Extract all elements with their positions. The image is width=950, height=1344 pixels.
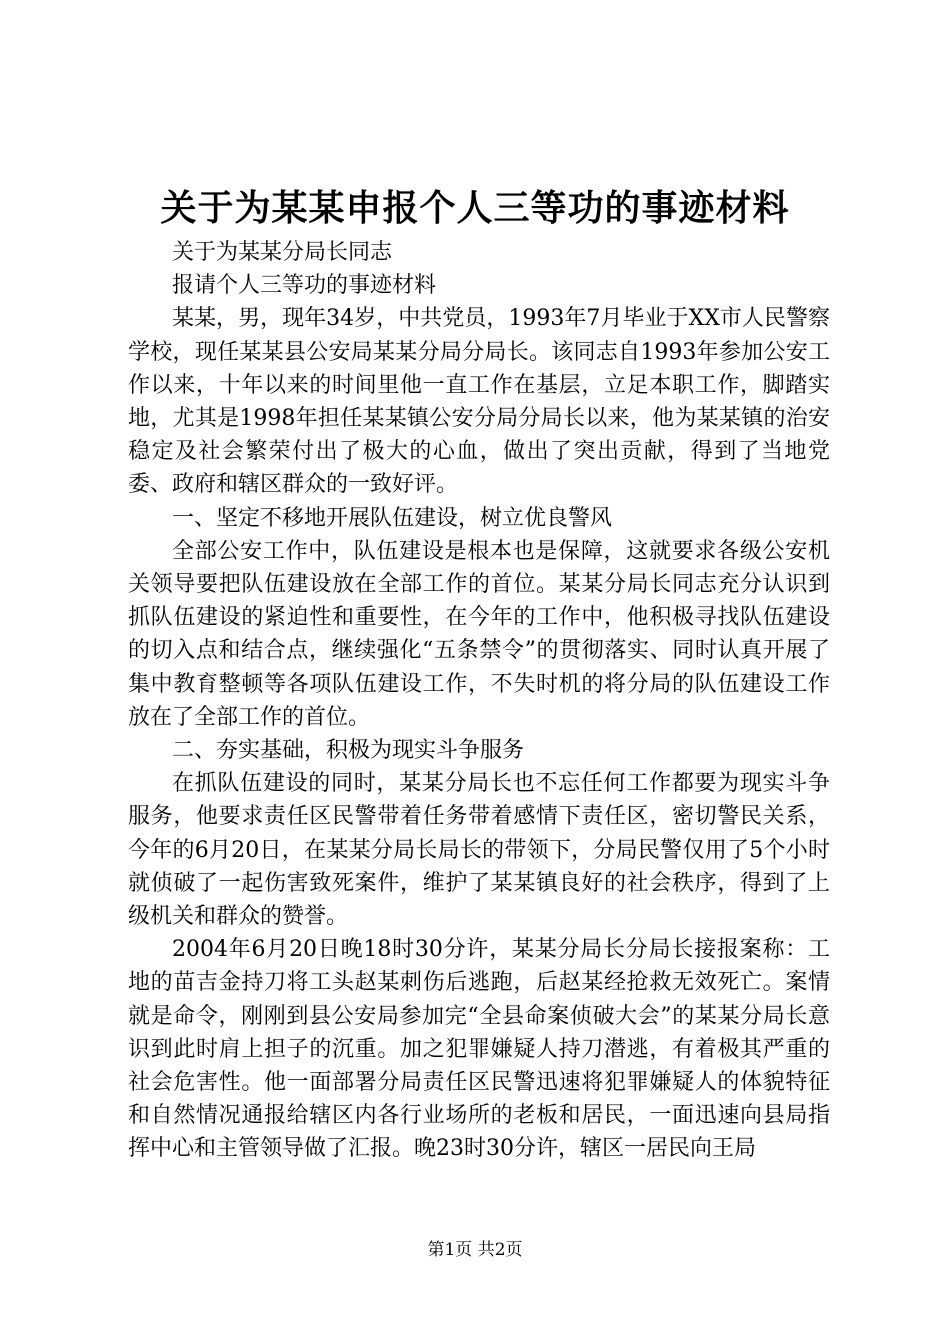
section-heading: 二、夯实基础，积极为现实斗争服务 [172, 738, 525, 764]
paragraph: 2004年6月20日晚18时30分许，某某分局长分局长接报案称：工地的苗吉金持刀将工头赵某刺伤后逃跑，后赵某经抢救无效死亡。案情就是命令，刚刚到县公安局参加完“全县命案侦破大会”的某某分局长意识到此时肩上担子的沉重。加之犯罪嫌疑人持刀潜逃，有着极其严重的社会危害性。他一面部署分局责任区民警迅速将犯罪嫌疑人的体貌特征和自然情况通报给辖区内各行业场所的老板和居民，一面迅速向县局指挥中心和主管领导做了汇报。晚23时30分许，辖区一居民向王局 [128, 937, 830, 1162]
paragraph: 在抓队伍建设的同时，某某分局长也不忘任何工作都要为现实斗争服务，他要求责任区民警带着任务带着感情下责任区，密切警民关系，今年的6月20日，在某某分局长局长的带领下，分局民警仅用了5个小时就侦破了一起伤害致死案件，维护了某某镇良好的社会秩序，得到了上级机关和群众的赞誉。 [128, 771, 830, 930]
paragraph: 报请个人三等功的事迹材料 [172, 273, 437, 299]
paragraph: 全部公安工作中，队伍建设是根本也是保障，这就要求各级公安机关领导要把队伍建设放在全部工作的首位。某某分局长同志充分认识到抓队伍建设的紧迫性和重要性，在今年的工作中，他积极寻找队伍建设的切入点和结合点，继续强化“五条禁令”的贯彻落实、同时认真开展了集中教育整顿等各项队伍建设工作，不失时机的将分局的队伍建设工作放在了全部工作的首位。 [128, 538, 830, 730]
document-body [128, 236, 830, 1166]
section-heading: 一、坚定不移地开展队伍建设，树立优良警风 [172, 505, 613, 531]
document-title: 关于为某某申报个人三等功的事迹材料 [160, 187, 790, 229]
paragraph: 某某，男，现年34岁，中共党员，1993年7月毕业于XX市人民警察学校，现任某某县公安局某某分局分局长。该同志自1993年参加公安工作以来，十年以来的时间里他一直工作在基层，立足本职工作，脚踏实地，尤其是1998年担任某某镇公安分局分局长以来，他为某某镇的治安稳定及社会繁荣付出了极大的心血，做出了突出贡献，得到了当地党委、政府和辖区群众的一致好评。 [128, 306, 830, 498]
page-number-footer: 第1页 共2页 [427, 1240, 523, 1260]
paragraph: 关于为某某分局长同志 [172, 240, 393, 265]
